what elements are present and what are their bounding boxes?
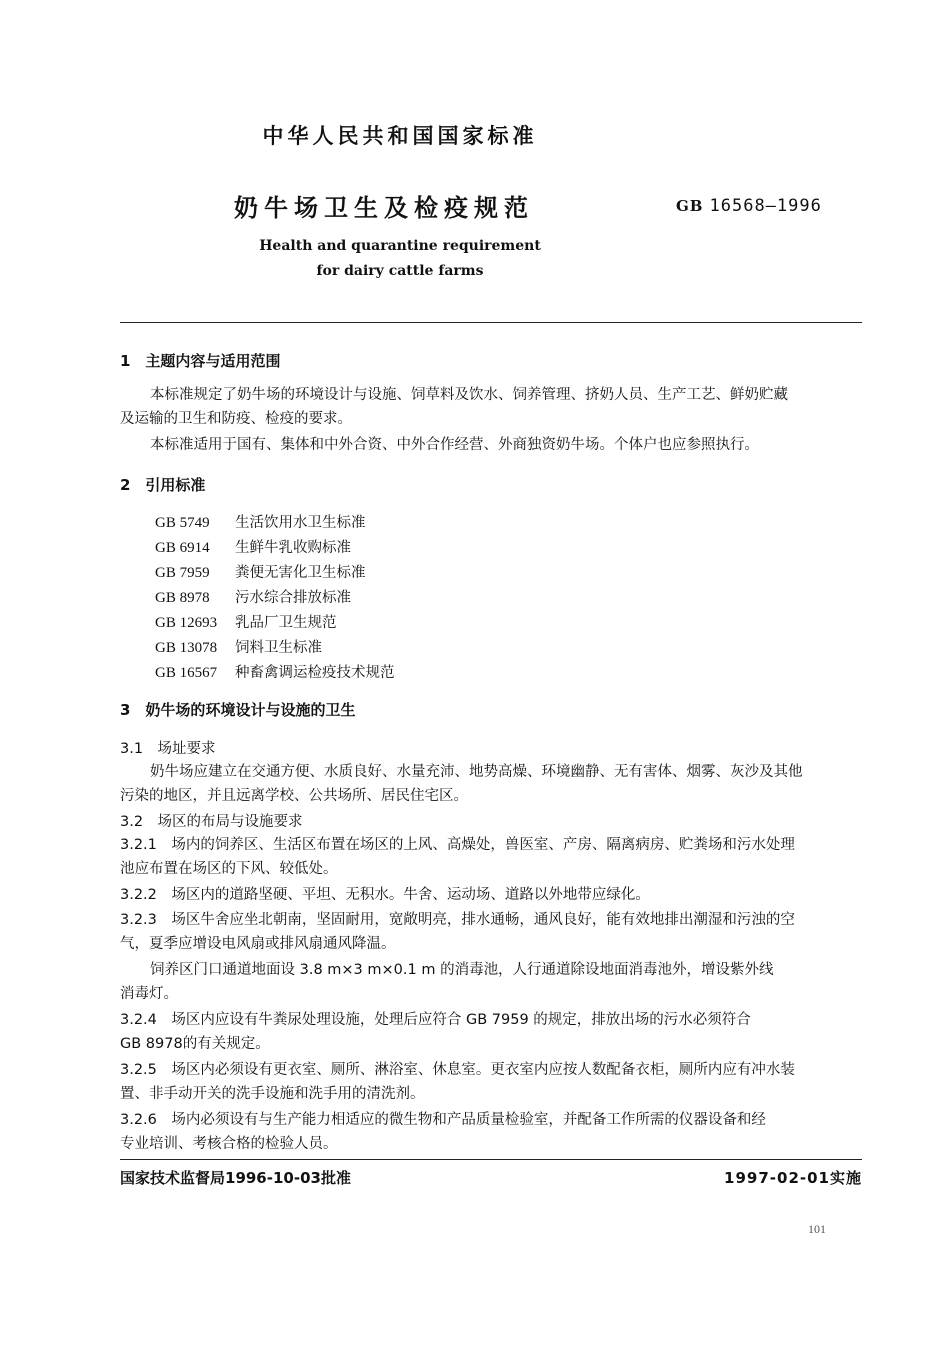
reference-item: [155, 636, 322, 657]
reference-item: [155, 536, 351, 557]
clause-3-1-heading: 3.1 场址要求: [120, 741, 216, 757]
clause-3-2-5-line-1: 3.2.5 场区内必须设有更衣室、厕所、淋浴室、休息室。更衣室内应按人数配备衣柜，厕所内应有冲水装: [120, 1062, 795, 1078]
clause-3-2-3-continued: [120, 958, 862, 1006]
reference-title: 饲料卫生标准: [235, 640, 322, 656]
clause-3-2-3: [120, 908, 862, 956]
section-1-p1-line-1: 本标准规定了奶牛场的环境设计与设施、饲草料及饮水、饲养管理、挤奶人员、生产工艺、鲜奶贮藏: [150, 387, 788, 403]
reference-item: [155, 511, 366, 532]
clause-3-2-5-line-2: 置、非手动开关的洗手设施和洗手用的清洗剂。: [120, 1086, 425, 1102]
section-3-heading: 3 奶牛场的环境设计与设施的卫生: [120, 701, 356, 719]
reference-item: [155, 586, 351, 607]
reference-code: GB 16567: [155, 665, 218, 681]
section-1-heading: 1 主题内容与适用范围: [120, 352, 281, 370]
page-number: 101: [808, 1222, 826, 1236]
document-title: 奶牛场卫生及检疫规范: [234, 194, 534, 222]
reference-code: GB 12693: [155, 615, 218, 631]
clause-3-2-4-line-1: 3.2.4 场区内应设有牛粪尿处理设施，处理后应符合 GB 7959 的规定，排放出场的污水必须符合: [120, 1012, 751, 1028]
clause-3-2-1-line-1: 3.2.1 场内的饲养区、生活区布置在场区的上风、高燥处，兽医室、产房、隔离病房、贮粪场和污水处理: [120, 837, 795, 853]
clause-3-2-6: [120, 1108, 862, 1156]
reference-code: GB 7959: [155, 565, 210, 581]
clause-3-2-3b-line-2: 消毒灯。: [120, 986, 178, 1002]
section-1-paragraph-2: [120, 433, 862, 457]
clause-3-2-4-line-2: GB 8978的有关规定。: [120, 1036, 270, 1052]
approval-note: 国家技术监督局1996-10-03批准: [120, 1169, 351, 1187]
clause-3-2-2: [120, 883, 862, 907]
reference-title: 种畜禽调运检疫技术规范: [235, 665, 395, 681]
reference-title: 污水综合排放标准: [235, 590, 351, 606]
clause-3-1-text: [120, 760, 862, 808]
clause-3-2-5: [120, 1058, 862, 1106]
reference-code: GB 5749: [155, 515, 210, 531]
reference-item: [155, 561, 366, 582]
english-title-line-2: for dairy cattle farms: [316, 263, 484, 279]
clause-3-2-6-line-1: 3.2.6 场内必须设有与生产能力相适应的微生物和产品质量检验室，并配备工作所需的仪器设备和经: [120, 1112, 766, 1128]
header-rule: [120, 322, 862, 323]
reference-title: 乳品厂卫生规范: [235, 615, 337, 631]
reference-title: 粪便无害化卫生标准: [235, 565, 366, 581]
standard-number: [676, 196, 822, 216]
section-1-paragraph-1: [120, 383, 862, 431]
clause-3-2-6-line-2: 专业培训、考核合格的检验人员。: [120, 1136, 338, 1152]
document-authority: 中华人民共和国国家标准: [262, 124, 538, 148]
reference-title: 生鲜牛乳收购标准: [235, 540, 351, 556]
reference-code: GB 6914: [155, 540, 210, 556]
standard-code: 16568—1996: [709, 196, 822, 216]
footer-rule: [120, 1159, 862, 1160]
reference-title: 生活饮用水卫生标准: [235, 515, 366, 531]
clause-3-2-1: [120, 833, 862, 881]
clause-3-1-line-1: 奶牛场应建立在交通方便、水质良好、水量充沛、地势高燥、环境幽静、无有害体、烟雾、灰沙及其他: [150, 764, 803, 780]
reference-code: GB 13078: [155, 640, 218, 656]
clause-3-2-4: [120, 1008, 862, 1056]
effective-date: 1997-02-01实施: [724, 1169, 862, 1187]
clause-3-2-3-line-1: 3.2.3 场区牛舍应坐北朝南，坚固耐用，宽敞明亮，排水通畅，通风良好，能有效地排出潮湿和污浊的空: [120, 912, 795, 928]
clause-3-2-3-line-2: 气，夏季应增设电风扇或排风扇通风降温。: [120, 936, 396, 952]
reference-item: [155, 611, 337, 632]
reference-item: [155, 661, 395, 682]
reference-code: GB 8978: [155, 590, 210, 606]
section-2-heading: 2 引用标准: [120, 476, 206, 494]
clause-3-2-heading: 3.2 场区的布局与设施要求: [120, 814, 303, 830]
standard-prefix: GB: [676, 197, 704, 215]
english-title-line-1: Health and quarantine requirement: [259, 238, 541, 254]
clause-3-1-line-2: 污染的地区，并且远离学校、公共场所、居民住宅区。: [120, 788, 468, 804]
clause-3-2-3b-line-1: 饲养区门口通道地面设 3.8 m×3 m×0.1 m 的消毒池，人行通道除设地面消毒池外，增设紫外线: [150, 962, 774, 978]
clause-3-2-2-text: 3.2.2 场区内的道路坚硬、平坦、无积水。牛舍、运动场、道路以外地带应绿化。: [120, 887, 650, 903]
clause-3-2-1-line-2: 池应布置在场区的下风、较低处。: [120, 861, 338, 877]
section-1-p2-text: 本标准适用于国有、集体和中外合资、中外合作经营、外商独资奶牛场。个体户也应参照执行。: [150, 437, 759, 453]
section-1-p1-line-2: 及运输的卫生和防疫、检疫的要求。: [120, 411, 352, 427]
